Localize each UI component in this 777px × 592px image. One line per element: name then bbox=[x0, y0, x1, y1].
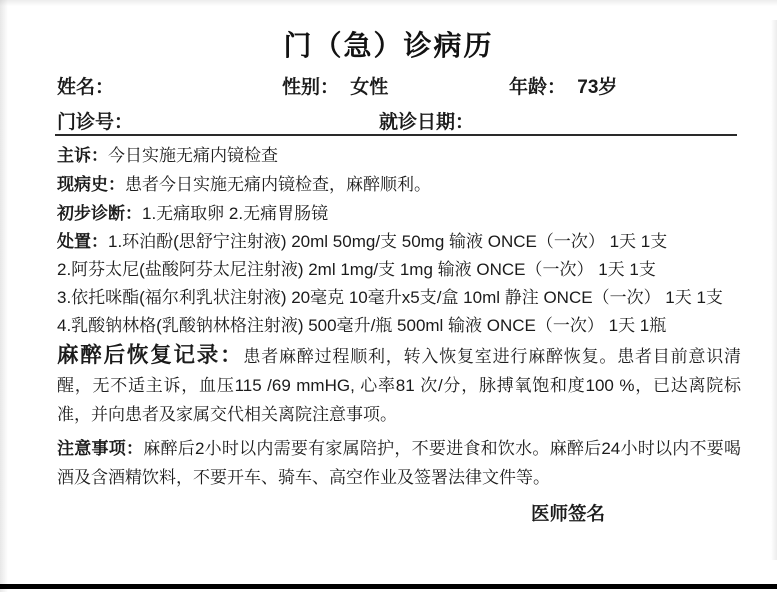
preliminary-diagnosis-section bbox=[57, 199, 741, 228]
anesthesia-recovery-text: 患者麻醉过程顺利，转入恢复室进行麻醉恢复。患者目前意识清醒，无不适主诉，血压115 /69 mmHG, 心率81 次/分，脉搏氧饱和度100 %，已达离院标准，并向患者及家属交代相关离院注意事项。 bbox=[57, 347, 741, 424]
age-label: 年龄： bbox=[509, 77, 567, 98]
disposition-item: 4.乳酸钠林格(乳酸钠林格注射液) 500毫升/瓶 500ml 输液 ONCE（一次） 1天 1瓶 bbox=[57, 316, 667, 335]
precautions-text: 麻醉后2小时以内需要有家属陪护，不要进食和饮水。麻醉后24小时以内不要喝酒及含酒精饮料，不要开车、骑车、高空作业及签署法律文件等。 bbox=[57, 439, 741, 487]
gender-value: 女性 bbox=[350, 77, 389, 98]
anesthesia-recovery-label: 麻醉后恢复记录： bbox=[57, 343, 244, 367]
present-illness-section bbox=[57, 170, 741, 199]
visit-info-row bbox=[0, 107, 777, 131]
anesthesia-recovery-section bbox=[57, 341, 741, 429]
disposition-item: 3.依托咪酯(福尔利乳状注射液) 20毫克 10毫升x5支/盒 10ml 静注 ONCE（一次） 1天 1支 bbox=[57, 288, 723, 307]
preliminary-diagnosis-text: 1.无痛取卵 2.无痛胃肠镜 bbox=[142, 204, 329, 223]
chief-complaint-section bbox=[57, 141, 741, 170]
precautions-label: 注意事项： bbox=[57, 439, 144, 458]
age-field bbox=[509, 72, 617, 99]
disposition-item bbox=[57, 228, 741, 256]
chief-complaint-text: 今日实施无痛内镜检查 bbox=[108, 146, 278, 165]
present-illness-label: 现病史： bbox=[57, 175, 125, 194]
scan-artifact-top-edge bbox=[0, 0, 777, 6]
disposition-item: 2.阿芬太尼(盐酸阿芬太尼注射液) 2ml 1mg/支 1mg 输液 ONCE（一次） 1天 1支 bbox=[57, 260, 656, 279]
present-illness-text: 患者今日实施无痛内镜检查，麻醉顺利。 bbox=[125, 175, 431, 194]
preliminary-diagnosis-label: 初步诊断： bbox=[57, 204, 142, 223]
record-body bbox=[57, 141, 741, 528]
visit-date-label: 就诊日期： bbox=[379, 112, 475, 133]
disposition-section bbox=[57, 228, 741, 340]
patient-info-row bbox=[0, 72, 777, 96]
header-divider-line bbox=[55, 134, 737, 136]
clinic-number-label: 门诊号： bbox=[57, 112, 134, 133]
visit-date-field bbox=[379, 107, 474, 134]
gender-label: 性别： bbox=[282, 77, 340, 98]
name-field bbox=[57, 72, 114, 99]
precautions-section bbox=[57, 434, 741, 492]
gender-field bbox=[282, 72, 388, 99]
disposition-item-1-text: 1.环泊酚(思舒宁注射液) 20ml 50mg/支 50mg 输液 ONCE（一次） 1天 1支 bbox=[108, 232, 668, 251]
scan-artifact-right-edge bbox=[771, 20, 777, 560]
page-title: 门（急）诊病历 bbox=[283, 30, 494, 61]
bottom-border-line bbox=[0, 584, 777, 589]
clinic-number-field bbox=[57, 107, 133, 134]
name-label: 姓名： bbox=[57, 77, 115, 98]
physician-signature-label: 医师签名 bbox=[531, 503, 606, 524]
chief-complaint-label: 主诉： bbox=[57, 146, 108, 165]
age-value: 73岁 bbox=[577, 77, 618, 98]
disposition-label: 处置： bbox=[57, 232, 108, 251]
